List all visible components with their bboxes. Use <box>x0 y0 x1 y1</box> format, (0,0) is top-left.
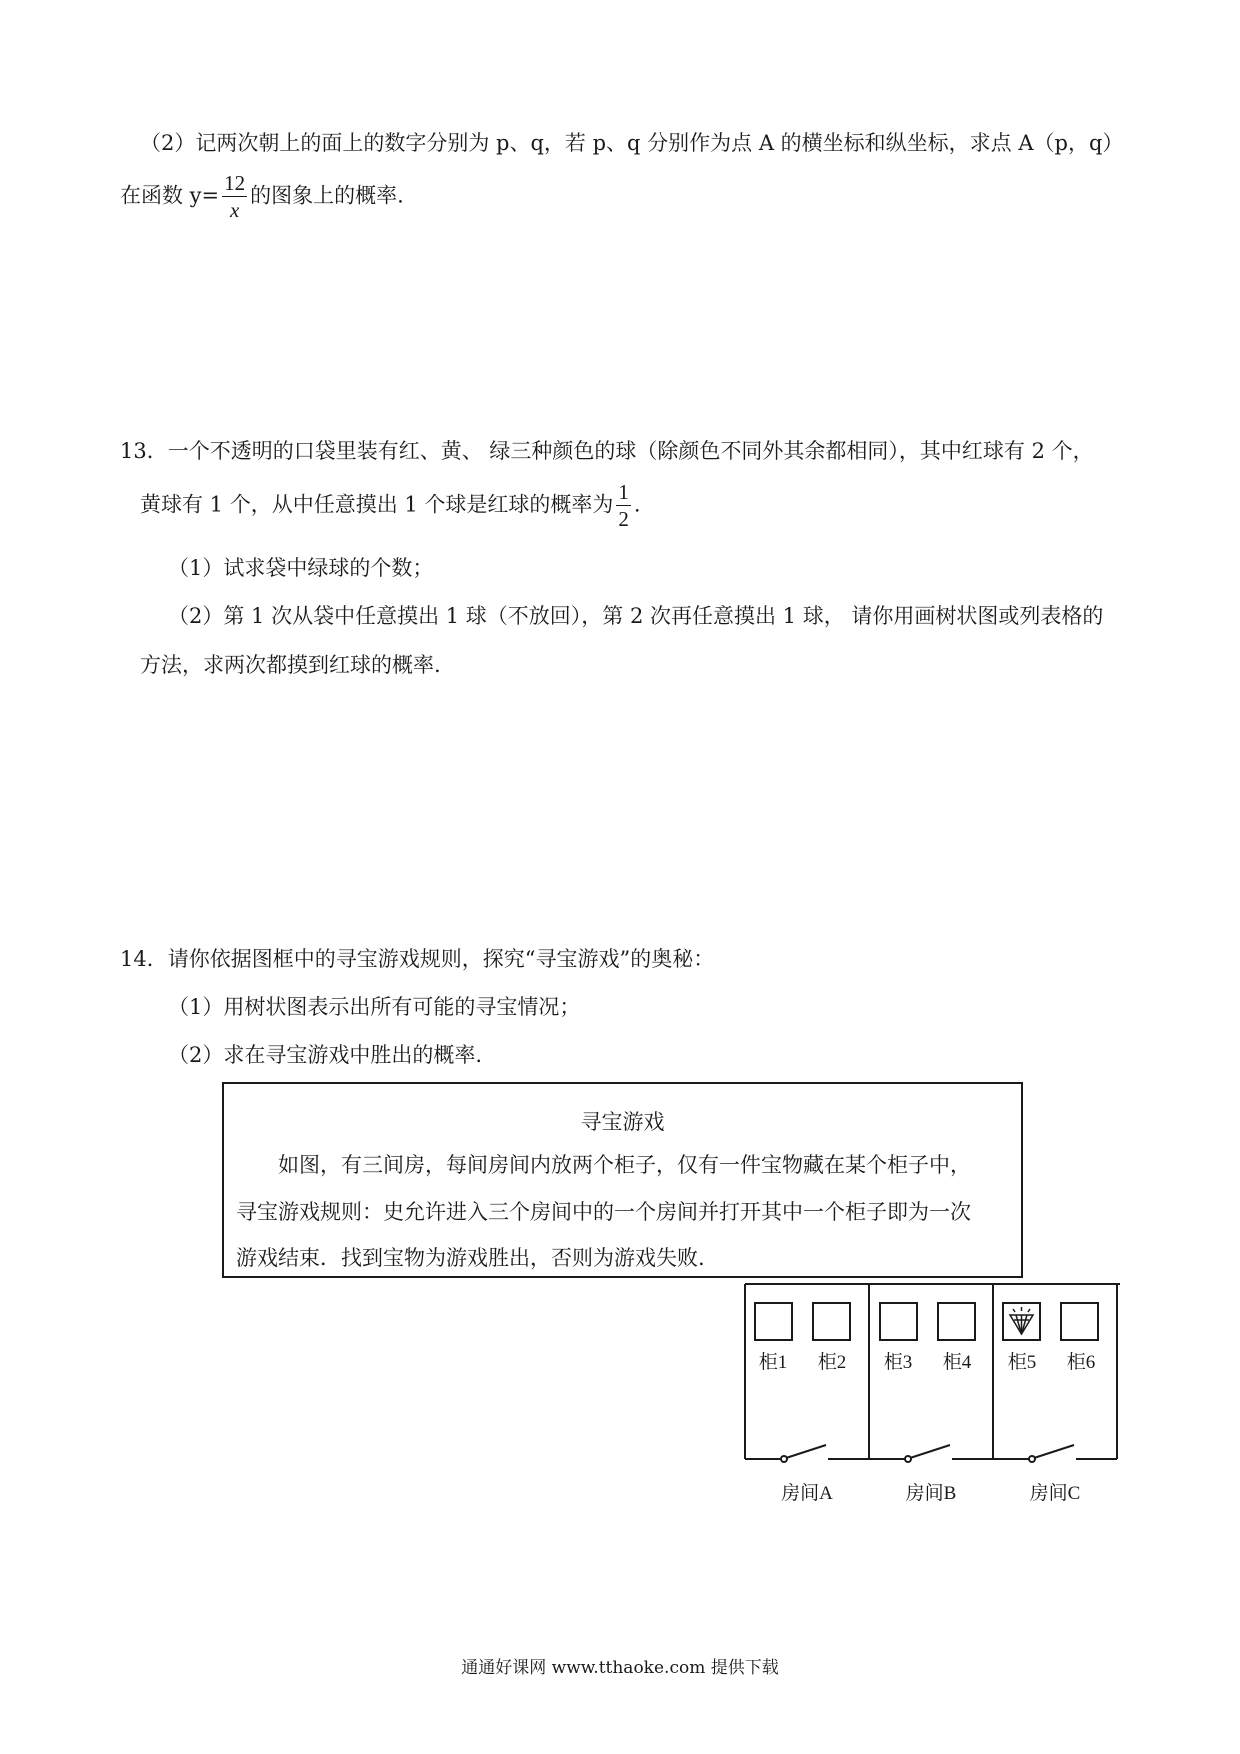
treasure-rules-box <box>222 1082 1023 1278</box>
room-label-a: 房间A <box>781 1483 833 1504</box>
q13-part1: （1）试求袋中绿球的个数； <box>168 556 434 580</box>
cabinet-4 <box>938 1303 975 1340</box>
rooms-figure <box>740 1280 1160 1520</box>
rules-line-3: 游戏结束．找到宝物为游戏胜出，否则为游戏失败. <box>236 1246 705 1270</box>
cabinet-3 <box>880 1303 917 1340</box>
rules-box-title: 寻宝游戏 <box>580 1110 665 1134</box>
q13-part2-line2: 方法，求两次都摸到红球的概率. <box>140 653 441 677</box>
cabinet-1 <box>755 1303 792 1340</box>
q14-part1: （1）用树状图表示出所有可能的寻宝情况； <box>168 995 581 1019</box>
q12-line2-post: 的图象上的概率. <box>250 183 404 208</box>
diamond-icon <box>1010 1307 1033 1334</box>
cabinet-label-2: 柜2 <box>817 1352 847 1373</box>
probability-fraction <box>616 482 631 530</box>
room-label-b: 房间B <box>905 1483 957 1504</box>
cabinet-label-1: 柜1 <box>758 1352 788 1373</box>
cabinet-label-6: 柜6 <box>1066 1352 1096 1373</box>
q13-part2-line1: （2）第 1 次从袋中任意摸出 1 球（不放回），第 2 次再任意摸出 1 球， 请你用画树状图或列表格的 <box>168 604 1104 628</box>
room-label-c: 房间C <box>1029 1483 1081 1504</box>
cabinet-label-4: 柜4 <box>942 1352 972 1373</box>
fraction-denominator: 2 <box>618 507 629 531</box>
q13-line2-post: . <box>633 492 641 517</box>
q13-line1: 13．一个不透明的口袋里装有红、黄、 绿三种颜色的球（除颜色不同外其余都相同），其中红球有 2 个， <box>120 439 1094 463</box>
cabinet-2 <box>813 1303 850 1340</box>
fraction-numerator: 1 <box>618 480 629 504</box>
cabinet-label-5: 柜5 <box>1007 1352 1037 1373</box>
fraction-denominator: x <box>229 198 240 222</box>
q12-line2-pre: 在函数 y= <box>120 183 220 208</box>
rules-line-2: 寻宝游戏规则：史允许进入三个房间中的一个房间并打开其中一个柜子即为一次 <box>236 1200 971 1224</box>
q13-line2-pre: 黄球有 1 个，从中任意摸出 1 个球是红球的概率为 <box>140 492 614 517</box>
q12-part2-line2 <box>120 173 404 221</box>
footer-credit: 通通好课网 www.tthaoke.com 提供下载 <box>461 1658 779 1678</box>
rules-line-1: 如图，有三间房，每间房间内放两个柜子，仅有一件宝物藏在某个柜子中， <box>236 1153 971 1177</box>
room-doors <box>781 1445 1074 1462</box>
cabinet-label-3: 柜3 <box>883 1352 913 1373</box>
q12-part2-line1: （2）记两次朝上的面上的数字分别为 p、q，若 p、q 分别作为点 A 的横坐标和纵坐标，求点 A（p，q） <box>140 131 1124 155</box>
q13-line2 <box>140 482 641 530</box>
q14-line1: 14．请你依据图框中的寻宝游戏规则，探究“寻宝游戏”的奥秘： <box>120 947 715 971</box>
fraction-numerator: 12 <box>224 171 246 195</box>
room-walls <box>745 1284 1120 1459</box>
q14-part2: （2）求在寻宝游戏中胜出的概率. <box>168 1043 483 1067</box>
function-fraction <box>222 173 247 221</box>
cabinet-6 <box>1061 1303 1098 1340</box>
